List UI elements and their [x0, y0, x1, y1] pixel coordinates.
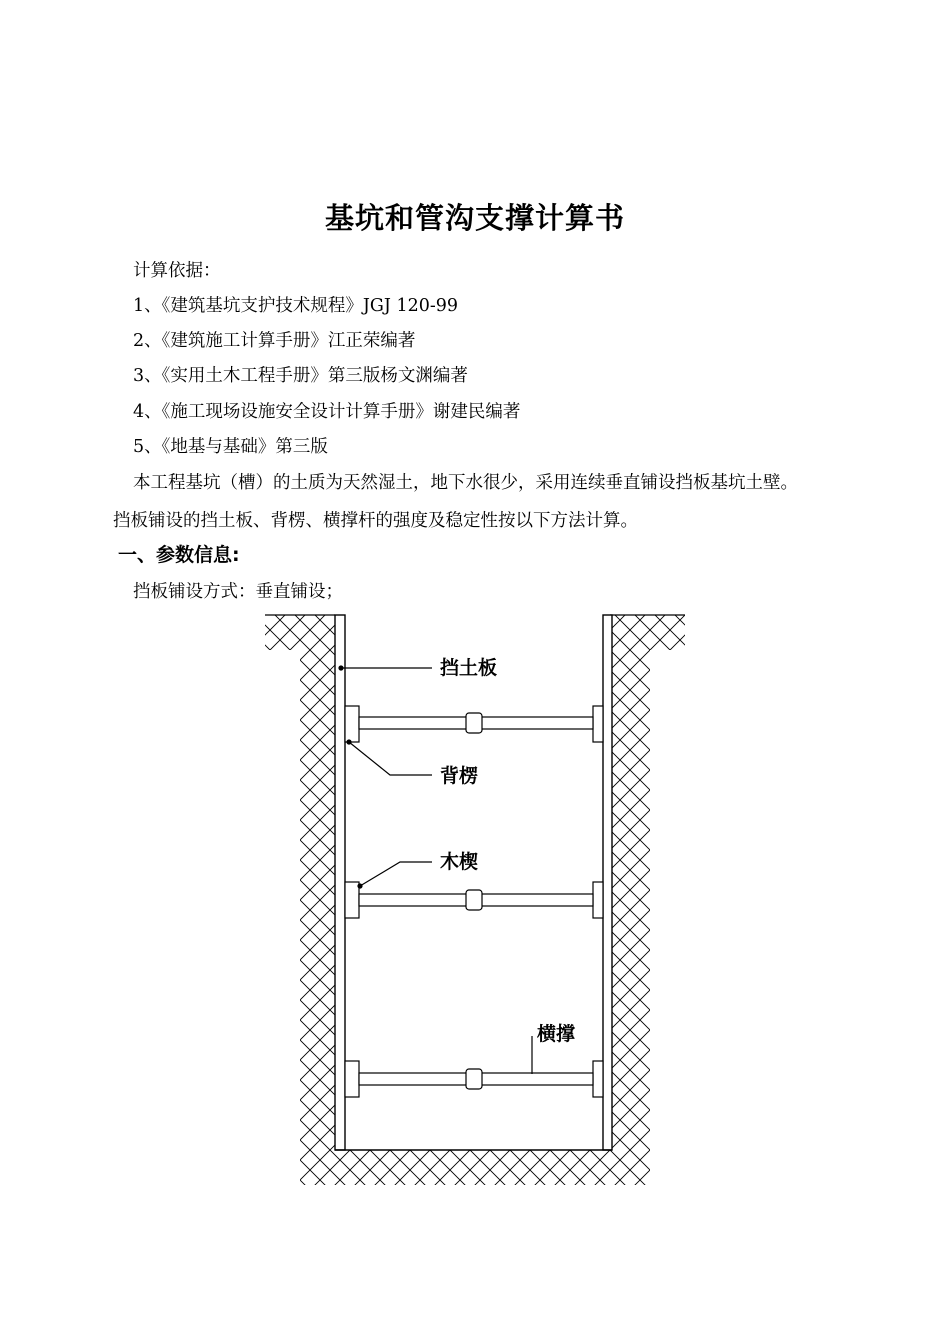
document-title: 基坑和管沟支撑计算书	[324, 201, 625, 235]
layout-method-line: 挡板铺设方式：垂直铺设；	[133, 582, 343, 602]
reference-item-5: 5、《地基与基础》第三版	[133, 437, 328, 457]
label-wood-wedge: 木楔	[440, 851, 479, 873]
reference-item-4: 4、《施工现场设施安全设计计算手册》谢建民编著	[133, 402, 521, 422]
strut-level-3	[345, 1061, 603, 1097]
retaining-board-left	[335, 615, 345, 1150]
strut-level-1	[345, 706, 603, 742]
section-heading-parameters: 一、参数信息:	[118, 544, 240, 566]
strut-level-2	[345, 882, 603, 918]
retaining-board-right	[603, 615, 612, 1150]
intro-paragraph-line-2: 挡板铺设的挡土板、背楞、横撑杆的强度及稳定性按以下方法计算。	[113, 511, 638, 531]
basis-label: 计算依据：	[133, 261, 221, 281]
label-retaining-board: 挡土板	[440, 657, 498, 679]
label-cross-strut: 横撑	[537, 1023, 576, 1045]
label-waler: 背楞	[440, 765, 479, 787]
reference-item-3: 3、《实用土木工程手册》第三版杨文渊编著	[133, 366, 468, 386]
reference-item-2: 2、《建筑施工计算手册》江正荣编著	[133, 331, 416, 351]
reference-item-1: 1、《建筑基坑支护技术规程》JGJ 120-99	[133, 296, 459, 316]
intro-paragraph-line-1: 本工程基坑（槽）的土质为天然湿土，地下水很少，采用连续垂直铺设挡板基坑土壁。	[133, 473, 798, 493]
